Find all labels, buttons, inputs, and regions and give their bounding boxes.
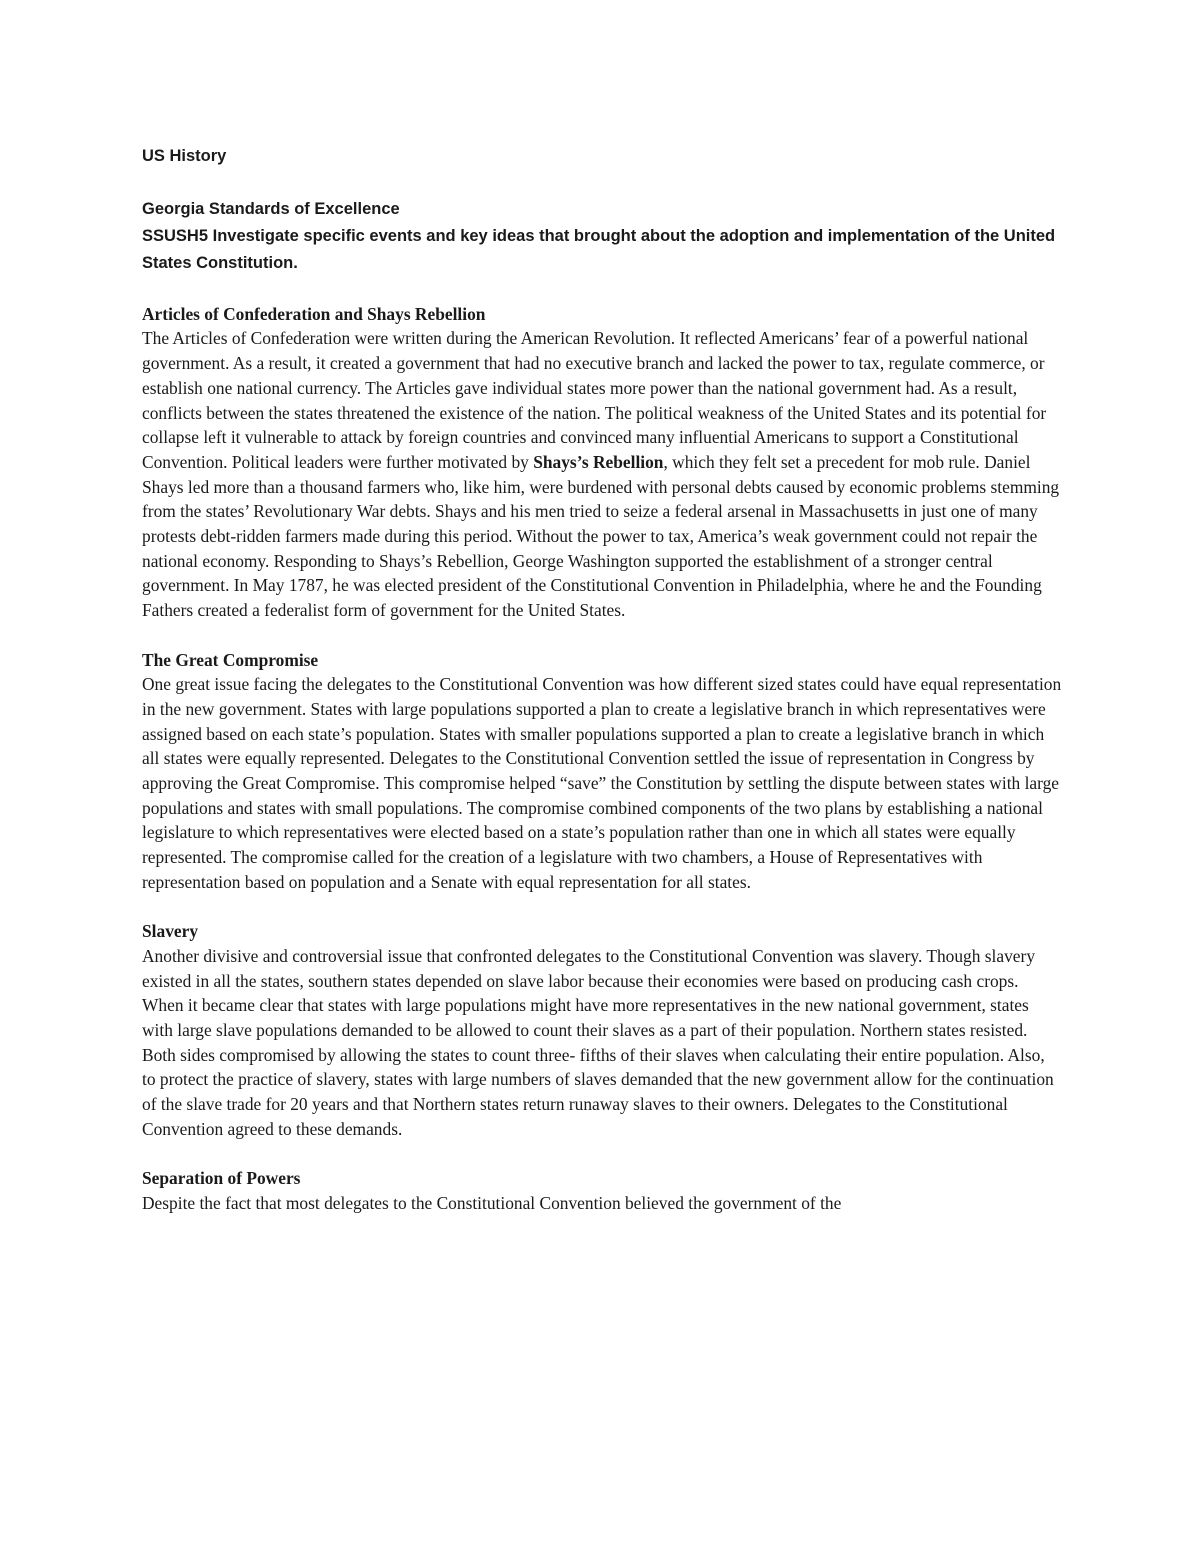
- section-separation-of-powers: [142, 1166, 1062, 1215]
- section-great-compromise: [142, 648, 1062, 895]
- section-slavery: [142, 919, 1062, 1141]
- standard-code-text: SSUSH5 Investigate specific events and key ideas that brought about the adoption and implementation of the United States Constitution.: [142, 227, 1056, 272]
- section-heading-great-compromise: The Great Compromise: [142, 649, 319, 670]
- section-heading-separation-of-powers: Separation of Powers: [142, 1168, 301, 1189]
- articles-text-part-1: The Articles of Confederation were written during the American Revolution. It reflected Americans’ fear of a powerful national government. As a result, it created a government that had no executive branch and lacked the power to tax, regulate commerce, or establish one national currency. The Articles gave individual states more power than the national government had. As a result, conflicts between the states threatened the existence of the nation. The political weakness of the United States and its potential for collapse left it vulnerable to attack by foreign countries and convinced many influential Americans to support a Constitutional Convention. Political leaders were further motivated by: [142, 328, 1047, 472]
- section-paragraph-great-compromise: One great issue facing the delegates to the Constitutional Convention was how different sized states could have equal representation in the new government. States with large populations supported a plan to create a legislative branch in which representatives were assigned based on each state’s population. States with smaller populations supported a plan to create a legislative branch in which all states were equally represented. Delegates to the Constitutional Convention settled the issue of representation in Congress by approving the Great Compromise. This compromise helped “save” the Constitution by settling the dispute between states with large populations and states with small populations. The compromise combined components of the two plans by establishing a national legislature to which representatives were elected based on a state’s population rather than one in which all states were equally represented. The compromise called for the creation of a legislature with two chambers, a House of Representatives with representation based on population and a Senate with equal representation for all states.: [142, 674, 1062, 892]
- section-heading-articles: Articles of Confederation and Shays Rebellion: [142, 303, 486, 324]
- section-paragraph-slavery: Another divisive and controversial issue that confronted delegates to the Constitutional Convention was slavery. Though slavery existed in all the states, southern states depended on slave labor because their economies were based on producing cash crops. When it became clear that states with large populations might have more representatives in the new national government, states with large slave populations demanded to be allowed to count their slaves as a part of their population. Northern states resisted. Both sides compromised by allowing the states to count three- fifths of their slaves when calculating their entire population. Also, to protect the practice of slavery, states with large numbers of slaves demanded that the new government allow for the continuation of the slave trade for 20 years and that Northern states return runaway slaves to their owners. Delegates to the Constitutional Convention agreed to these demands.: [142, 945, 1054, 1139]
- articles-text-part-2: , which they felt set a precedent for mob rule. Daniel Shays led more than a thousand farmers who, like him, were burdened with personal debts caused by economic problems stemming from the states’ Revolutionary War debts. Shays and his men tried to seize a federal arsenal in Massachusetts in just one of many protests debt-ridden farmers made during this period. Without the power to tax, America’s weak government could not repair the national economy. Responding to Shays’s Rebellion, George Washington supported the establishment of a stronger central government. In May 1787, he was elected president of the Constitutional Convention in Philadelphia, where he and the Founding Fathers created a federalist form of government for the United States.: [142, 451, 1060, 621]
- document-page: [142, 143, 1062, 1216]
- articles-bold-term: Shays’s Rebellion: [533, 451, 664, 472]
- section-paragraph-separation-of-powers: Despite the fact that most delegates to the Constitutional Convention believed the government of the: [142, 1192, 842, 1213]
- section-paragraph-articles: [142, 326, 1062, 622]
- standards-block: [142, 196, 1062, 277]
- document-title: US History: [142, 147, 227, 165]
- standards-heading: Georgia Standards of Excellence: [142, 200, 400, 218]
- section-heading-slavery: Slavery: [142, 921, 199, 942]
- section-articles: [142, 302, 1062, 623]
